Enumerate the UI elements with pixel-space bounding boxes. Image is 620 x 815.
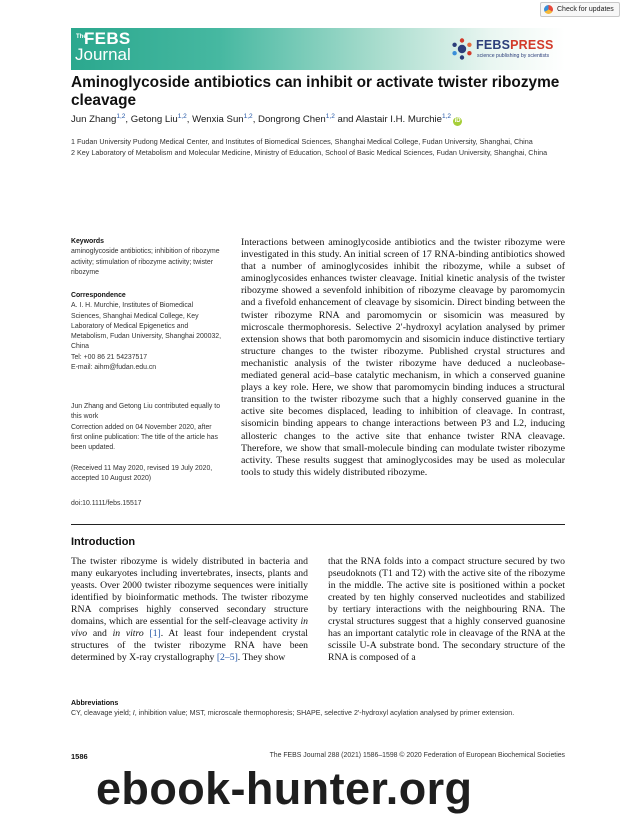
crossmark-icon bbox=[544, 5, 553, 14]
febs-journal-logo bbox=[74, 30, 144, 68]
introduction-heading: Introduction bbox=[71, 536, 136, 548]
keywords-text: aminoglycoside antibiotics; inhibition of ribozyme activity; stimulation of ribozyme activity; twister ribozyme bbox=[71, 248, 220, 276]
author-name: Wenxia Sun bbox=[192, 114, 244, 126]
author-separator: , bbox=[125, 114, 131, 126]
author-separator: , bbox=[252, 114, 259, 126]
abbreviations-text bbox=[71, 708, 565, 718]
correspondence-phone: Tel: +00 86 21 54237517 bbox=[71, 353, 148, 361]
abbreviations-heading: Abbreviations bbox=[71, 699, 119, 707]
affiliation-2: 2 Key Laboratory of Metabolism and Molecular Medicine, Ministry of Education, School of Basic Medical Sciences, Fudan University, Shanghai, China bbox=[71, 147, 548, 157]
doi-link[interactable]: doi:10.1111/febs.15517 bbox=[71, 500, 142, 507]
abstract-text: Interactions between aminoglycoside antibiotics and the twister ribozyme were investigated in this study. An initial screen of 17 RNA-binding antibiotics showed that a number of aminoglycosides inhibit the ribozyme, while a subset of aminoglycosides enhances twister cleavage. Initial kinetic analysis of the twister ribozyme showed a sevenfold inhibition of ribozyme cleavage by paromomycin and a fivefold enhancement of cleavage by sisomicin. Direct binding between the twister ribozyme RNA and paromomycin or sisomicin was measured by microscale thermophoresis. Selective 2′-hydroxyl acylation analysed by primer extension shows that both paromomycin and sisomicin induce distinctive tertiary structure changes to the twister ribozyme. Published crystal structures and mechanistic analysis of the twister ribozyme have deduced a nucleobase-mediated general acid–base catalytic mechanism, in which a conserved guanine plays a key role. Here, we show that paromomycin binding induces a structural transition to the twister ribozyme such that a highly conserved guanine in the active site becomes displaced, leading to inhibition of cleavage. In contrast, sisomicin binding appears to change interactions between P3 and L2, inducing allosteric changes to the active site that enhance twister RNA cleavage. Therefore, we show that small-molecule binding can modulate twister ribozyme activity. These results suggest that aminoglycosides may be used as molecular tools to study this widely distributed ribozyme. bbox=[241, 237, 565, 478]
author-name: Getong Liu bbox=[130, 114, 178, 126]
reference-link[interactable]: [2–5] bbox=[216, 652, 238, 664]
orcid-icon[interactable]: iD bbox=[454, 118, 461, 125]
page-number: 1586 bbox=[71, 752, 88, 761]
intro-italic-text: in vitro bbox=[112, 628, 144, 640]
intro-text: and bbox=[87, 628, 113, 640]
press-name-press: PRESS bbox=[510, 38, 554, 52]
author-name: Dongrong Chen bbox=[258, 114, 326, 126]
correspondence-heading: Correspondence bbox=[71, 292, 126, 299]
abbreviations-block bbox=[71, 698, 565, 718]
author-separator: , bbox=[186, 114, 193, 126]
section-divider bbox=[71, 524, 565, 525]
febs-press-dots-icon bbox=[450, 37, 474, 61]
abbr-italic-text: I bbox=[132, 709, 135, 717]
intro-italic-text: in vivo bbox=[71, 616, 308, 640]
introduction-column-1 bbox=[71, 556, 308, 664]
introduction-column-2: that the RNA folds into a compact structure secured by two pseudoknots (T1 and T2) with the active site of the ribozyme in the middle. The active site is positioned within a pocket created by ten highly conserved nucleotides and stabilized by tertiary interactions with the neighbouring RNA. The crystal structures suggest that a highly conserved guanosine has an important catalytic role in cleavage of the RNA at the scissile U-A substrate bond. The secondary structure of the RNA is composed of a bbox=[328, 556, 565, 664]
correspondence-address: A. I. H. Murchie, Institutes of Biomedical Sciences, Shanghai Medical College, Key Laboratory of Medical Epigenetics and Metabolism, Fudan University, Shanghai 200032, China bbox=[71, 302, 222, 351]
author-affil-sup[interactable]: 1,2 bbox=[116, 113, 126, 120]
author-separator: and bbox=[334, 114, 356, 126]
author-affil-sup[interactable]: 1,2 bbox=[325, 113, 335, 120]
intro-text: . They show bbox=[237, 652, 286, 664]
intro-text: . At least four independent crystal structures of the twister ribozyme RNA have been determined by X-ray crystallography bbox=[71, 628, 308, 664]
correspondence-email[interactable]: E-mail: aihm@fudan.edu.cn bbox=[71, 364, 157, 372]
author-name: Alastair I.H. Murchie bbox=[355, 114, 443, 126]
febs-press-logo bbox=[450, 36, 562, 62]
press-name-febs: FEBS bbox=[476, 38, 511, 52]
check-for-updates-label: Check for updates bbox=[557, 6, 614, 13]
correction-note: Correction added on 04 November 2020, after first online publication: The title of the article has been updated. bbox=[71, 423, 218, 452]
received-dates: (Received 11 May 2020, revised 19 July 2020, accepted 10 August 2020) bbox=[71, 465, 213, 483]
correspondence-block bbox=[71, 291, 223, 373]
logo-febs-text: FEBS bbox=[84, 29, 131, 48]
reference-link[interactable]: [1] bbox=[149, 628, 161, 640]
logo-the-text: The bbox=[76, 34, 87, 40]
logo-journal-text: Journal bbox=[75, 45, 131, 64]
author-affil-sup[interactable]: 1,2 bbox=[177, 113, 187, 120]
keywords-heading: Keywords bbox=[71, 238, 104, 245]
article-notes bbox=[71, 402, 223, 453]
abbr-text: CY, cleavage yield; bbox=[71, 709, 133, 717]
journal-citation: The FEBS Journal 288 (2021) 1586–1598 © 2020 Federation of European Biochemical Societies bbox=[269, 752, 565, 759]
article-title: Aminoglycoside antibiotics can inhibit or activate twister ribozyme cleavage bbox=[71, 74, 560, 109]
author-name: Jun Zhang bbox=[71, 114, 117, 126]
equal-contribution-note: Jun Zhang and Getong Liu contributed equally to this work bbox=[71, 403, 221, 421]
affiliation-1: 1 Fudan University Pudong Medical Center, and Institutes of Biomedical Sciences, Shanghai Medical College, Fudan University, Shanghai, China bbox=[71, 137, 533, 146]
check-for-updates-button[interactable] bbox=[540, 2, 620, 17]
abbr-text: , inhibition value; MST, microscale thermophoresis; SHAPE, selective 2′-hydroxyl acylation analysed by primer extension. bbox=[134, 709, 515, 717]
watermark-text: ebook-hunter.org bbox=[96, 763, 473, 814]
keywords-block bbox=[71, 237, 221, 278]
febs-press-tagline: science publishing by scientists bbox=[477, 53, 550, 59]
intro-text: The twister ribozyme is widely distributed in bacteria and many eukaryotes including invertebrates, insects, plants and yeasts. Over 2000 twister ribozyme sequences were initially identified by bioinformatic methods. The twister ribozyme RNA comprises highly conserved secondary structure domains, which are essential for the self-cleavage activity bbox=[71, 556, 308, 628]
affiliations bbox=[71, 137, 567, 158]
author-affil-sup[interactable]: 1,2 bbox=[243, 113, 253, 120]
author-list bbox=[71, 113, 462, 126]
febs-press-name bbox=[476, 38, 554, 52]
author-affil-sup[interactable]: 1,2 bbox=[442, 113, 452, 120]
